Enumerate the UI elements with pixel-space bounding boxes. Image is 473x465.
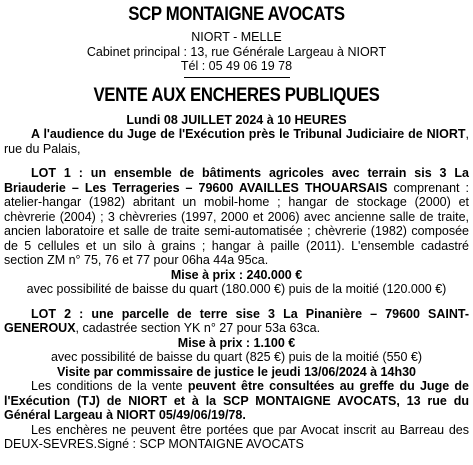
firm-office-address: Cabinet principal : 13, rue Générale Largeau à NIORT — [86, 44, 387, 59]
conditions-paragraph — [4, 379, 469, 423]
lot1-description: comprenant : atelier-hangar (1982) abritant un mobil-home ; hangar de stockage (2000) et chèvrerie (2004) ; 3 chèvreries (1997, 2000 et 2006) avec ancienne salle de traite, ancien laboratoire et salle de traite semi-automatisée ; chèvrerie (1982) composée de 5 cellules et un silo à grains ; hangar à paille (2011). L'ensemble cadastré section ZM n° 75, 76 et 77 pour 06ha 44a 95ca. — [4, 180, 469, 267]
firm-cities: NIORT - MELLE — [191, 30, 282, 44]
lot1-price: Mise à prix : 240.000 € — [170, 267, 303, 282]
spacer — [4, 156, 469, 166]
lot1-paragraph — [4, 166, 469, 268]
lot2-paragraph — [4, 307, 469, 336]
lot2-description: , cadastrée section YK n° 27 pour 53a 63ca. — [75, 321, 321, 335]
spacer — [4, 297, 469, 307]
lot2-price: Mise à prix : 1.100 € — [177, 335, 296, 350]
lot1-heading: LOT 1 : un ensemble de bâtiments agricoles avec terrain sis 3 La Briauderie – Les Terrageries – 79600 AVAILLES THOUARSAIS — [4, 166, 469, 195]
firm-name: SCP MONTAIGNE AVOCATS — [128, 3, 345, 25]
closing-paragraph: Les enchères ne peuvent être portées que par Avocat inscrit au Barreau des DEUX-SEVRES.Signé : SCP MONTAIGNE AVOCATS — [4, 422, 469, 451]
conditions-details: peuvent être consultées au greffe du Juge de l'Exécution (TJ) de NIORT et à la SCP MONTAIGNE AVOCATS, 13 rue du Général Largeau à NIORT 05/49/06/19/78. — [4, 379, 469, 422]
firm-phone: Tél : 05 49 06 19 78 — [180, 59, 293, 73]
lot1-reduction: avec possibilité de baisse du quart (180.000 €) puis de la moitié (120.000 €) — [26, 282, 447, 296]
sale-date: Lundi 08 JUILLET 2024 à 10 HEURES — [126, 112, 347, 127]
lot2-heading: LOT 2 : une parcelle de terre sise 3 La Pinanière – 79600 SAINT-GENEROUX — [4, 306, 469, 335]
conditions-intro: Les conditions de la vente — [31, 379, 188, 393]
visit-notice: Visite par commissaire de justice le jeudi 13/06/2024 à 14h30 — [56, 364, 416, 379]
header-divider — [184, 77, 290, 78]
hearing-paragraph — [4, 127, 469, 156]
hearing-court: A l'audience du Juge de l'Exécution près le Tribunal Judiciaire de NIORT — [31, 127, 466, 141]
hearing-address: , rue du Palais, — [4, 127, 469, 156]
lot2-reduction: avec possibilité de baisse du quart (825 €) puis de la moitié (550 €) — [50, 350, 423, 364]
sale-title: VENTE AUX ENCHERES PUBLIQUES — [93, 83, 380, 106]
